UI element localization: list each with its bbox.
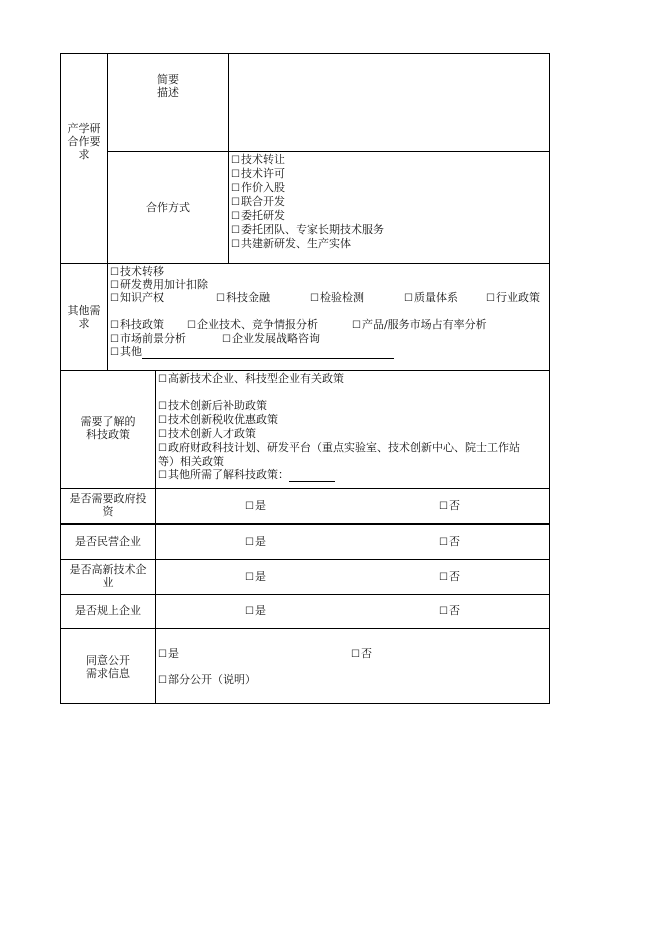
divider-col-a-other [107,263,108,370]
checkbox-rd-deduction[interactable]: ☐ 研发费用加计扣除 [110,278,208,292]
private-enterprise-label: 是否民营企业 [75,535,141,548]
divider-other-policy [60,370,550,371]
gov-investment-label: 是否需要政府投 资 [69,492,147,518]
checkbox-tech-transfer-service[interactable]: ☐ 技术转移 [110,265,164,279]
private-enterprise-yes[interactable]: ☐ 是 [245,535,266,549]
divider-private-hightech [60,559,550,560]
divider-cooperation-other [60,263,550,264]
divider-hightech-scale [60,594,550,595]
checkbox-market-outlook[interactable]: ☐ 市场前景分析 [110,332,186,346]
gov-investment-no[interactable]: ☐ 否 [439,499,460,513]
checkbox-market-share[interactable]: ☐ 产品/服务市场占有率分析 [352,318,487,332]
disclosure-yes[interactable]: ☐ 是 [158,647,179,661]
above-scale-yes[interactable]: ☐ 是 [245,604,266,618]
other-policy-input[interactable] [289,471,335,482]
checkbox-talent-policy[interactable]: ☐ 技术创新人才政策 [158,427,548,441]
other-needs-input[interactable] [142,348,394,359]
disclosure-no[interactable]: ☐ 否 [351,647,372,661]
cooperation-section-label: 产学研 合作要 求 [67,122,101,161]
cooperation-mode-label: 合作方式 [146,201,190,214]
checkbox-commissioned-rd[interactable]: ☐ 委托研发 [231,209,549,223]
brief-description-label: 简要 描述 [157,73,179,99]
cooperation-mode-options [231,153,549,251]
checkbox-tech-transfer[interactable]: ☐ 技术转让 [231,153,549,167]
divider-col-label [155,370,156,704]
private-enterprise-no[interactable]: ☐ 否 [439,535,460,549]
divider-scale-disclosure [60,628,550,629]
table-border-bottom [60,703,550,704]
hightech-enterprise-yes[interactable]: ☐ 是 [245,570,266,584]
checkbox-competitive-intel[interactable]: ☐ 企业技术、竞争情报分析 [187,318,318,332]
checkbox-quality-system[interactable]: ☐ 质量体系 [404,291,458,305]
checkbox-tax-policy[interactable]: ☐ 技术创新税收优惠政策 [158,413,548,427]
checkbox-tech-license[interactable]: ☐ 技术许可 [231,167,549,181]
checkbox-strategy-consulting[interactable]: ☐ 企业发展战略咨询 [222,332,320,346]
checkbox-expert-service[interactable]: ☐ 委托团队、专家长期技术服务 [231,223,549,237]
policy-options [158,372,548,482]
other-needs-other [110,345,394,359]
checkbox-hightech-policy[interactable]: ☐ 高新技术企业、科技型企业有关政策 [158,372,548,386]
policy-section-label: 需要了解的 科技政策 [80,415,136,441]
checkbox-tech-finance[interactable]: ☐ 科技金融 [216,291,270,305]
disclosure-label: 同意公开 需求信息 [86,654,130,680]
checkbox-inspection[interactable]: ☐ 检验检测 [310,291,364,305]
above-scale-no[interactable]: ☐ 否 [439,604,460,618]
checkbox-ip[interactable]: ☐ 知识产权 [110,291,164,305]
checkbox-subsidy-policy[interactable]: ☐ 技术创新后补助政策 [158,399,548,413]
checkbox-gov-program-policy[interactable]: ☐ 政府财政科技计划、研发平台（重点实验室、技术创新中心、院士工作站 [158,441,548,455]
checkbox-other-needs[interactable]: ☐ 其他 [110,345,142,358]
checkbox-joint-development[interactable]: ☐ 联合开发 [231,195,549,209]
hightech-enterprise-label: 是否高新技术企 业 [69,563,147,589]
hightech-enterprise-no[interactable]: ☐ 否 [439,570,460,584]
checkbox-equity-investment[interactable]: ☐ 作价入股 [231,181,549,195]
gov-investment-yes[interactable]: ☐ 是 [245,499,266,513]
divider-brief-mode [107,151,550,152]
checkbox-sci-tech-policy[interactable]: ☐ 科技政策 [110,318,164,332]
checkbox-industry-policy[interactable]: ☐ 行业政策 [486,291,540,305]
gov-program-policy-continued: 等）相关政策 [158,455,224,468]
other-needs-label: 其他需 求 [67,304,101,330]
divider-investment-private [60,523,550,525]
divider-policy-investment [60,488,550,489]
disclosure-partial[interactable]: ☐ 部分公开（说明） [158,673,256,687]
checkbox-other-policy[interactable]: ☐ 其他所需了解科技政策： [158,468,289,481]
checkbox-joint-entity[interactable]: ☐ 共建新研发、生产实体 [231,237,549,251]
brief-description-field[interactable] [229,54,549,151]
above-scale-label: 是否规上企业 [75,604,141,617]
policy-other [158,468,548,482]
